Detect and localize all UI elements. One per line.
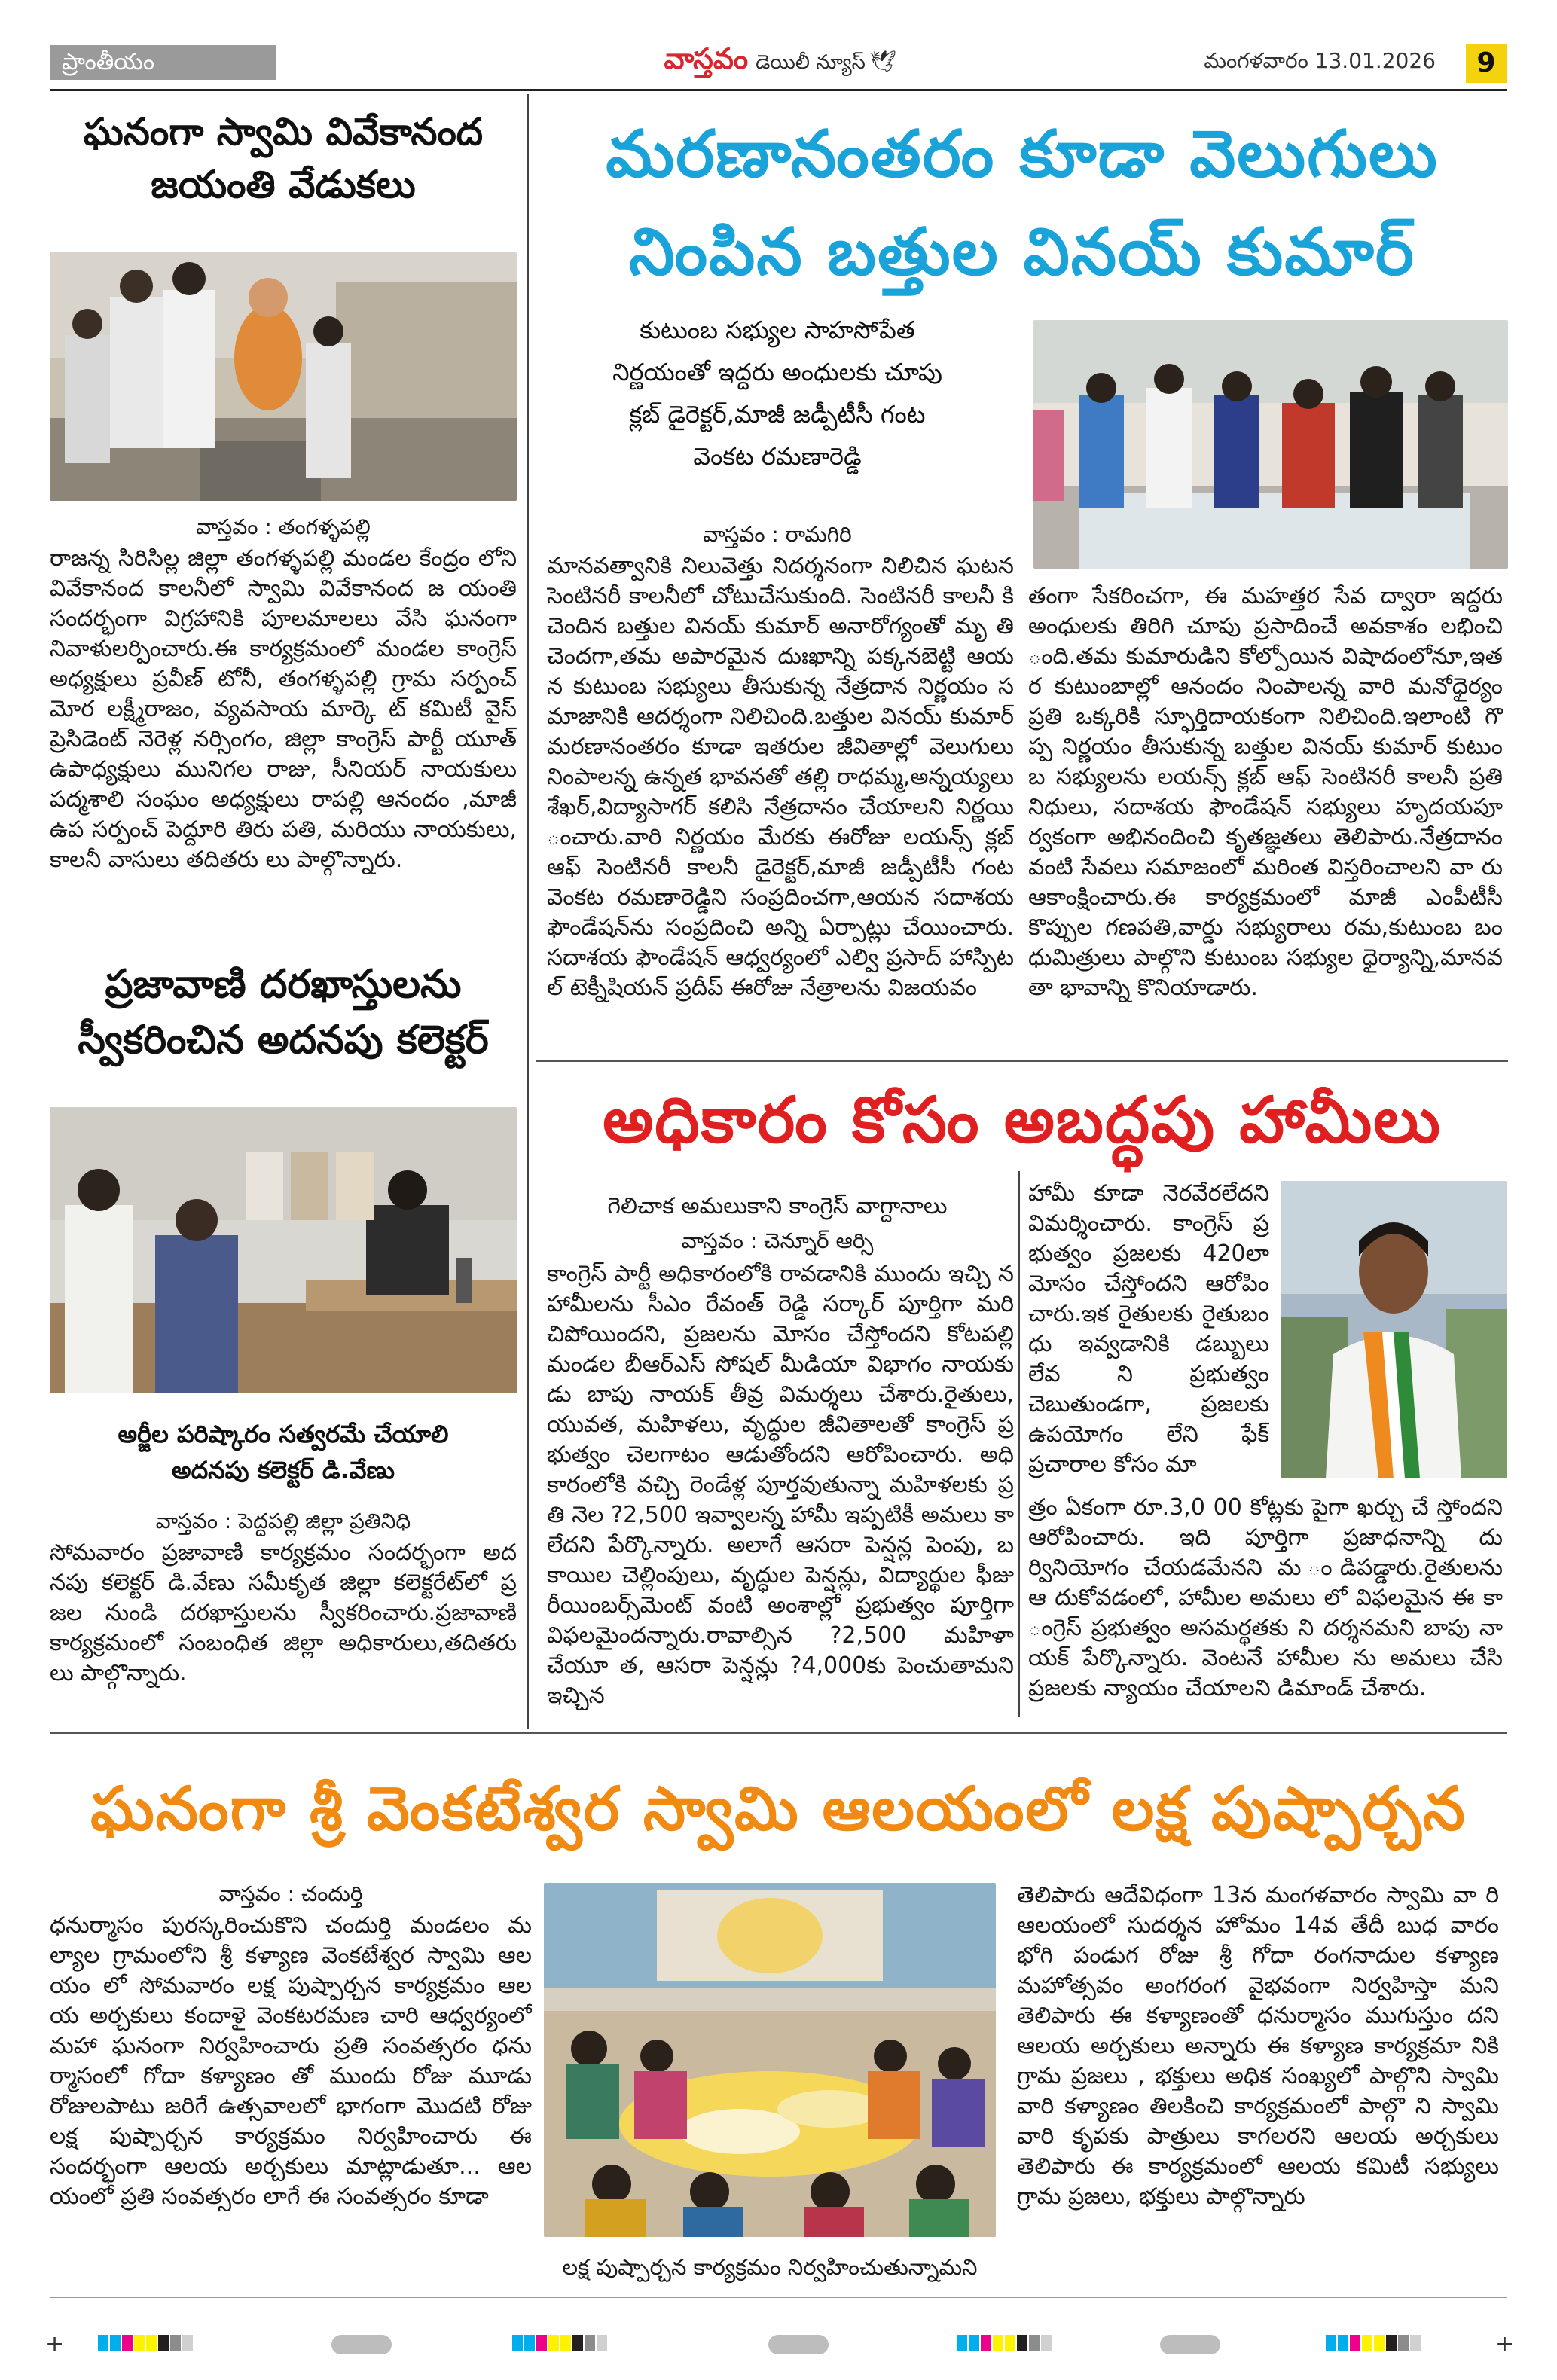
main-story-body-col1: మానవత్వానికి నిలువెత్తు నిదర్శనంగా నిలిచిన ఘటన సెంటినరీ కాలనీలో చోటుచేసుకుంది. సెంటినరీ కాలనీ కి చెందిన బత్తుల వినయ్ కుమార్ అనారోగ్యంతో మృ తి చెందగా,తమ అపారమైన దుఃఖాన్ని పక్కనబెట్టి ఆయ న కుటుంబ సభ్యులు తీసుకున్న నేత్రదాన నిర్ణయం స మాజానికి ఆదర్శంగా నిలిచింది.బత్తుల వినయ్ కుమార్ మరణానంతరం కూడా ఇతరుల జీవితాల్లో వెలుగులు నింపాలన్న ఉన్నత భావనతో తల్లి రాధమ్మ,అన్నయ్యలు శేఖర్,విద్యాసాగర్ కలిసి నేత్రదానం చేయాలని నిర్ణయి ంచారు.వారి నిర్ణయం మేరకు ఈరోజు లయన్స్ క్లబ్ ఆఫ్ సెంటినరీ కాలనీ డైరెక్టర్,మాజీ జడ్పీటీసీ గంట వెంకట రమణారెడ్డిని సంప్రదించగా,ఆయన సదాశయ ఫౌండేషన్‌ను సంప్రదించి అన్ని ఏర్పాట్లు చేయించారు. సదాశయ ఫౌండేషన్ ఆధ్వర్యంలో ఎల్వి ప్రసాద్ హాస్పిట ల్ టెక్నీషియన్ ప్రదీప్ ఈరోజు నేత్రాలను విజయవం — [547, 553, 1014, 1001]
second-story-col-divider — [1018, 1171, 1020, 1717]
second-story-body-col1: కాంగ్రెస్ పార్టీ అధికారంలోకి రావడానికి ముందు ఇచ్చి న హామీలను సీఎం రేవంత్ రెడ్డి సర్కార్ పూర్తిగా మరి చిపోయిందని, ప్రజలను మోసం చేస్తోందని కోటపల్లి మండల బీఆర్ఎస్ సోషల్ మీడియా విభాగం నాయకు డు బాపు నాయక్ తీవ్ర విమర్శలు చేశారు.రైతులు, యువత, మహిళలు, వృద్ధుల జీవితాలతో కాంగ్రెస్ ప్ర భుత్వం చెలగాటం ఆడుతోందని ఆరోపించారు. అధి కారంలోకి వచ్చి రెండేళ్ల పూర్తవుతున్నా మహిళలకు ప్ర తి నెల ?2,500 ఇవ్వాలన్న హామీ ఇప్పటికీ అమలు కా లేదని పేర్కొన్నారు. అలాగే ఆసరా పెన్షన్ల పెంపు, బ కాయిల చెల్లింపులు, వృద్ధుల పెన్షన్లు, విద్యార్థుల ఫీజు రీయింబర్స్‌మెంట్ వంటి అంశాల్లో ప్రభుత్వం పూర్తిగా విఫలమైందన్నారు.రావాల్సిన ?2,500 మహిళా చేయూ త, ఆసరా పెన్షన్లు ?4,000కు పెంచుతామని ఇచ్చిన — [547, 1261, 1014, 1709]
second-story-dateline: వాస్తవం : చెన్నూర్ ఆర్సి — [681, 1228, 874, 1253]
color-bar — [1326, 2335, 1422, 2354]
registration-crosshair-icon: + — [1495, 2331, 1515, 2357]
main-section-divider — [536, 1060, 1508, 1062]
bottom-story-body-col3: తెలిపారు ఆదేవిధంగా 13న మంగళవారం స్వామి వా రి ఆలయంలో సుదర్శన హోమం 14వ తేదీ బుధ వారం భోగి పండుగ రోజు శ్రీ గోదా రంగనాదుల కళ్యాణ మహోత్సవం అంగరంగ వైభవంగా నిర్వహిస్తా మని తెలిపారు ఈ కళ్యాణంతో ధనుర్మాసం ముగుస్తుం దని ఆలయ అర్చకులు అన్నారు ఈ కళ్యాణ కార్యక్రమా నికి గ్రామ ప్రజలు , భక్తులు అధిక సంఖ్యలో పాల్గొని స్వామి వారి కళ్యాణం తిలకించి కార్యక్రమంలో పాల్గొ ని స్వామి వారి కృపకు పాత్రులు కాగలరని ఆలయ అర్చకులు తెలిపారు ఈ కార్యక్రమంలో ఆలయ కమిటీ సభ్యులు గ్రామ ప్రజలు, భక్తులు పాల్గొన్నారు — [1017, 1882, 1499, 2210]
left-story2-caption — [50, 1416, 517, 1491]
caption-line: అర్జీల పరిష్కారం సత్వరమే చేయాలి — [118, 1420, 449, 1448]
registration-crosshair-icon: + — [45, 2331, 65, 2357]
subhead-line: క్లబ్ డైరెక్టర్,మాజీ జడ్పీటీసీ గంట — [629, 400, 926, 429]
subhead-line: కుటుంబ సభ్యుల సాహసోపేత — [640, 316, 915, 344]
left-story1-dateline: వాస్తవం : తంగళ్ళపల్లి — [196, 514, 371, 539]
dove-icon: 🕊 — [869, 49, 897, 74]
brand-name: వాస్తవం — [664, 42, 749, 75]
headline-line: ఘనంగా స్వామి వివేకానంద — [83, 110, 484, 154]
page-header — [50, 42, 1496, 87]
main-story-dateline: వాస్తవం : రామగిరి — [703, 522, 852, 547]
bottom-section-divider — [50, 1732, 1507, 1734]
main-story-headline — [536, 105, 1508, 301]
footer-rule — [50, 2297, 1507, 2298]
header-rule — [50, 89, 1507, 91]
color-bar — [957, 2335, 1053, 2354]
left-story2-dateline: వాస్తవం : పెద్దపల్లి జిల్లా ప్రతినిధి — [155, 1509, 411, 1533]
second-story-headline: అధికారం కోసం అబద్ధపు హామీలు — [603, 1083, 1442, 1157]
headline-line: స్వీకరించిన అదనపు కలెక్టర్ — [78, 1018, 489, 1063]
left-story2-headline — [50, 957, 517, 1069]
pushparchana-photo — [544, 1883, 996, 2237]
headline-line: ప్రజావాణి దరఖాస్తులను — [105, 962, 462, 1007]
registration-pill — [768, 2335, 829, 2354]
caption-line: అదనపు కలెక్టర్ డి.వేణు — [171, 1456, 395, 1484]
bapu-nayak-portrait — [1281, 1181, 1507, 1478]
masthead-brand — [622, 42, 939, 84]
issue-date: మంగళవారం 13.01.2026 — [1204, 48, 1436, 73]
second-story-subhead: గెలిచాక అమలుకాని కాంగ్రెస్ వాగ్దానాలు — [607, 1193, 948, 1219]
registration-pill — [331, 2335, 392, 2354]
left-story1-headline — [50, 105, 517, 211]
registration-pill — [1160, 2335, 1220, 2354]
page-number-badge: 9 — [1466, 44, 1507, 83]
headline-line: మరణానంతరం కూడా వెలుగులు — [606, 117, 1439, 192]
subhead-line: నిర్ణయంతో ఇద్దరు అంధులకు చూపు — [612, 358, 942, 386]
bottom-story-body-col1: ధనుర్మాసం పురస్కరించుకొని చందుర్తి మండలం మ ల్యాల గ్రామంలోని శ్రీ కళ్యాణ వెంకటేశ్వర స్వామి ఆల యం లో సోమవారం లక్ష పుష్పార్చన కార్యక్రమం ఆల య అర్చకులు కందాళై వెంకటరమణ చారి ఆధ్వర్యంలో మహా ఘనంగా నిర్వహించారు ప్రతి సంవత్సరం ధను ర్మాసంలో గోదా కళ్యాణం తో ముందు రోజు మూడు రోజులపాటు జరిగే ఉత్సవాలలో భాగంగా మొదటి రోజు లక్ష పుష్పార్చన కార్యక్రమం నిర్వహించారు ఈ సందర్భంగా ఆలయ అర్చకులు మాట్లాడుతూ... ఆల యంలో ప్రతి సంవత్సరం లాగే ఈ సంవత్సరం కూడా — [50, 1912, 532, 2210]
bottom-photo-caption: లక్ష పుష్పార్చన కార్యక్రమం నిర్వహించుతున్నామని — [562, 2254, 978, 2280]
brand-subtitle: డెయిలీ న్యూస్ — [756, 51, 866, 74]
main-story-subhead — [536, 309, 1018, 497]
main-story-body-col2: తంగా సేకరించగా, ఈ మహత్తర సేవ ద్వారా ఇద్దరు అంధులకు తిరిగి చూపు ప్రసాదించే అవకాశం లభించి ంది.తమ కుమారుడిని కోల్పోయిన విషాదంలోనూ,ఇత ర కుటుంబాల్లో ఆనందం నింపాలన్న వారి మనోధైర్యం ప్రతి ఒక్కరికి స్ఫూర్తిదాయకంగా నిలిచింది.ఇలాంటి గొ ప్ప నిర్ణయం తీసుకున్న బత్తుల వినయ్ కుమార్ కుటుం బ సభ్యులను లయన్స్ క్లబ్ ఆఫ్ సెంటినరీ కాలనీ ప్రతి నిధులు, సదాశయ ఫౌండేషన్ సభ్యులు హృదయపూ ర్వకంగా అభినందించి కృతజ్ఞతలు తెలిపారు.నేత్రదానం వంటి సేవలు సమాజంలో మరింత విస్తరించాలని వా రు ఆకాంక్షించారు.ఈ కార్యక్రమంలో మాజీ ఎంపీటీసీ కొప్పుల గణపతి,వార్డు సభ్యురాలు రమ,కుటుంబ బం ధుమిత్రులు పాల్గొని కుటుంబ సభ్యుల ధైర్యాన్ని,మానవ తా భావాన్ని కొనియాడారు. — [1028, 583, 1503, 1001]
bottom-story-headline: ఘనంగా శ్రీ వెంకటేశ్వర స్వామి ఆలయంలో లక్ష పుష్పార్చన — [90, 1774, 1467, 1844]
second-story-body-col2-bottom: త్రం ఏకంగా రూ.3,0 00 కోట్లకు పైగా ఖర్చు చే స్తోందని ఆరోపించారు. ఇది పూర్తిగా ప్రజాధనాన్ని దు ర్వినియోగం చేయడమేనని మ ండిపడ్డారు.రైతులను ఆ దుకోవడంలో, హామీల అమలు లో విఫలమైన ఈ కా ంగ్రెస్ ప్రభుత్వం అసమర్థతకు ని దర్శనమని బాపు నా యక్ పేర్కొన్నారు. వెంటనే హామీల ను అమలు చేసి ప్రజలకు న్యాయం చేయాలని డిమాండ్ చేశారు. — [1028, 1494, 1503, 1701]
headline-line: జయంతి వేడుకలు — [151, 163, 416, 206]
section-label: ప్రాంతీయం — [50, 45, 276, 80]
headline-line: నింపిన బత్తుల వినయ్ కుమార్ — [629, 215, 1415, 290]
left-story2-body: సోమవారం ప్రజావాణి కార్యక్రమం సందర్భంగా అద నపు కలెక్టర్ డి.వేణు సమీకృత జిల్లా కలెక్టరేట్‌లో ప్ర జల నుండి దరఖాస్తులను స్వీకరించారు.ప్రజావాణి కార్యక్రమంలో సంబంధిత జిల్లా అధికారులు,తదితరు లు పాల్గొన్నారు. — [50, 1539, 517, 1686]
left-story1-body: రాజన్న సిరిసిల్ల జిల్లా తంగళ్ళపల్లి మండల కేంద్రం లోని వివేకానంద కాలనీలో స్వామి వివేకానంద జ యంతి సందర్భంగా విగ్రహానికి పూలమాలలు వేసి ఘనంగా నివాళులర్పించారు.ఈ కార్యక్రమంలో మండల కాంగ్రెస్ అధ్యక్షులు ప్రవీణ్ టోనీ, తంగళ్ళపల్లి గ్రామ సర్పంచ్ మోర లక్ష్మీరాజం, వ్యవసాయ మార్కె ట్ కమిటీ వైస్ ప్రెసిడెంట్ నెరెళ్ల నర్సింగం, జిల్లా కాంగ్రెస్ పార్టీ యూత్ ఉపాధ్యక్షులు మునిగల రాజు, సీనియర్ నాయకులు పద్మశాలి సంఘం అధ్యక్షులు రాపల్లి ఆనందం ,మాజీ ఉప సర్పంచ్ పెద్దూరి తిరు పతి, మరియు నాయకులు, కాలనీ వాసులు తదితరు లు పాల్గొన్నారు. — [50, 545, 517, 873]
prajavani-meeting-photo — [50, 1107, 517, 1393]
color-bar — [98, 2335, 194, 2354]
bottom-story-dateline: వాస్తవం : చందుర్తి — [218, 1881, 363, 1906]
color-bar — [512, 2335, 609, 2354]
vivekananda-statue-photo — [50, 252, 517, 501]
left-column-divider — [527, 94, 529, 1729]
subhead-line: వెంకట రమణారెడ్డి — [693, 442, 862, 471]
second-story-body-col2-top: హామీ కూడా నెరవేరలేదని విమర్శించారు. కాంగ్రెస్ ప్ర భుత్వం ప్రజలకు 420లా మోసం చేస్తోందని ఆరోపిం చారు.ఇక రైతులకు రైతుబం ధు ఇవ్వడానికి డబ్బులు లేవ ని ప్రభుత్వం చెబుతుండగా, ప్రజలకు ఉపయోగం లేని ఫేక్ ప్రచారాల కోసం మా — [1028, 1180, 1269, 1478]
eye-donation-photo — [1033, 320, 1508, 569]
